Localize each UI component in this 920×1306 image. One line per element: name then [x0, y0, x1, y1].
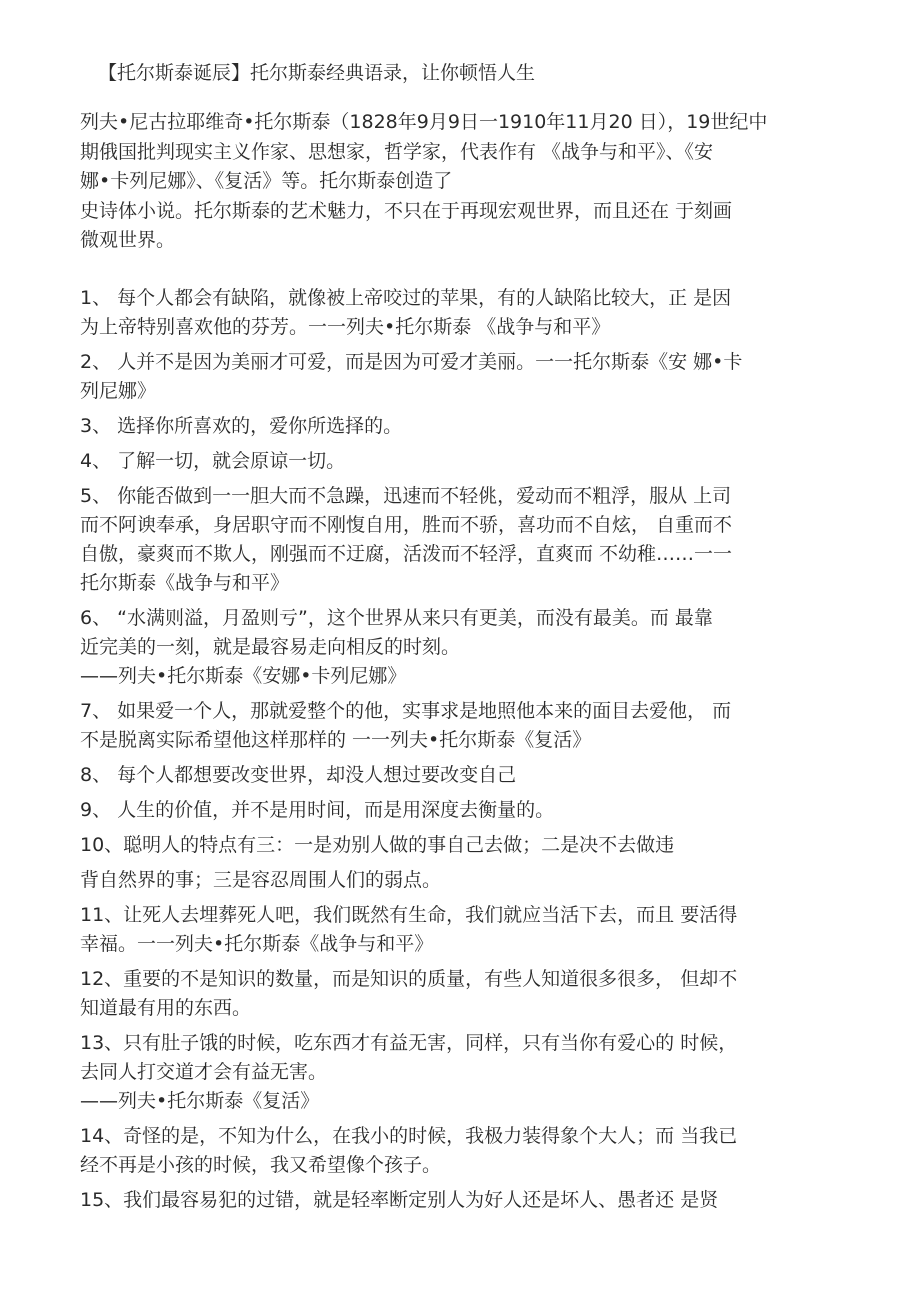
quote-line: 背自然界的事；三是容忍周围人们的弱点。 [80, 869, 442, 891]
document-title: 【托尔斯泰诞辰】托尔斯泰经典语录，让你顿悟人生 [98, 62, 536, 84]
quote-item-12 [80, 965, 844, 1023]
quote-line: 15、我们最容易犯的过错，就是轻率断定别人为好人还是坏人、愚者还 是贤 [80, 1189, 719, 1211]
quote-attribution: ——列夫•托尔斯泰《复活》 [80, 1090, 320, 1112]
quote-line: 2、 人并不是因为美丽才可爱，而是因为可爱才美丽。一一托尔斯泰《安 娜•卡 [80, 351, 743, 373]
quote-item-2 [80, 348, 844, 406]
quote-line: 而不阿谀奉承，身居职守而不刚愎自用，胜而不骄，喜功而不自炫， 自重而不 [80, 514, 733, 536]
quote-line: 幸福。一一列夫•托尔斯泰《战争与和平》 [80, 933, 434, 955]
quote-line: 知道最有用的东西。 [80, 997, 252, 1019]
quote-line: 6、 “水满则溢，月盈则亏”，这个世界从来只有更美，而没有最美。而 最靠 [80, 607, 713, 629]
quote-item-1 [80, 284, 844, 342]
intro-line: 期俄国批判现实主义作家、思想家，哲学家，代表作有 《战争与和平》、《安 [80, 140, 714, 163]
quote-item-6 [80, 604, 844, 691]
quote-line: 为上帝特别喜欢他的芬芳。一一列夫•托尔斯泰 《战争与和平》 [80, 316, 611, 338]
quote-item-7 [80, 697, 844, 755]
quote-line: 托尔斯泰《战争与和平》 [80, 572, 290, 594]
intro-line: 微观世界。 [80, 229, 176, 251]
quote-line: 经不再是小孩的时候，我又希望像个孩子。 [80, 1154, 442, 1176]
quote-line: 4、 了解一切，就会原谅一切。 [80, 450, 346, 472]
quote-item-14 [80, 1122, 844, 1180]
quote-line: 9、 人生的价值，并不是用时间，而是用深度去衡量的。 [80, 799, 555, 821]
quote-line: 8、 每个人都想要改变世界，却没人想过要改变自己 [80, 764, 517, 786]
quote-line: 不是脱离实际希望他这样那样的 一一列夫•托尔斯泰《复活》 [80, 729, 592, 751]
quote-item-10 [80, 831, 844, 860]
quote-item-10-continued [80, 866, 844, 895]
quote-list [80, 284, 844, 1221]
quote-line: 列尼娜》 [80, 380, 157, 402]
intro-line: 列夫•尼古拉耶维奇•托尔斯泰（1828年9月9日一1910年11月20 日），19世纪中 [80, 111, 768, 133]
quote-line: 去同人打交道才会有益无害。 [80, 1061, 328, 1083]
quote-line: 3、 选择你所喜欢的，爱你所选择的。 [80, 415, 403, 437]
intro-paragraph [80, 108, 844, 256]
quote-item-4 [80, 447, 844, 476]
quote-attribution: ——列夫•托尔斯泰《安娜•卡列尼娜》 [80, 665, 407, 687]
quote-line: 7、 如果爱一个人，那就爱整个的他，实事求是地照他本来的面目去爱他， 而 [80, 700, 732, 722]
quote-line: 1、 每个人都会有缺陷，就像被上帝咬过的苹果，有的人缺陷比较大，正 是因 [80, 287, 732, 309]
quote-item-9 [80, 796, 844, 825]
quote-line: 14、奇怪的是，不知为什么，在我小的时候，我极力装得象个大人；而 当我已 [80, 1125, 738, 1147]
intro-line: 史诗体小说。托尔斯泰的艺术魅力，不只在于再现宏观世界，而且还在 于刻画 [80, 199, 733, 222]
quote-line: 11、让死人去埋葬死人吧，我们既然有生命，我们就应当活下去，而且 要活得 [80, 904, 738, 926]
intro-line: 娜•卡列尼娜》、《复活》等。托尔斯泰创造了 [80, 170, 453, 192]
quote-item-15 [80, 1186, 844, 1215]
quote-item-13 [80, 1029, 844, 1116]
quote-line: 自傲，豪爽而不欺人，刚强而不迂腐，活泼而不轻浮，直爽而 不幼稚……一一 [80, 543, 733, 565]
quote-line: 13、只有肚子饿的时候，吃东西才有益无害，同样，只有当你有爱心的 时候， [80, 1032, 738, 1054]
quote-line: 近完美的一刻，就是最容易走向相反的时刻。 [80, 636, 461, 658]
quote-line: 10、聪明人的特点有三：一是劝别人做的事自己去做；二是决不去做违 [80, 834, 675, 856]
quote-item-3 [80, 412, 844, 441]
quote-line: 12、重要的不是知识的数量，而是知识的质量，有些人知道很多很多， 但却不 [80, 968, 738, 990]
quote-item-5 [80, 482, 844, 598]
quote-line: 5、 你能否做到一一胆大而不急躁，迅速而不轻佻，爱动而不粗浮，服从 上司 [80, 485, 732, 507]
quote-item-8 [80, 761, 844, 790]
quote-item-11 [80, 901, 844, 959]
